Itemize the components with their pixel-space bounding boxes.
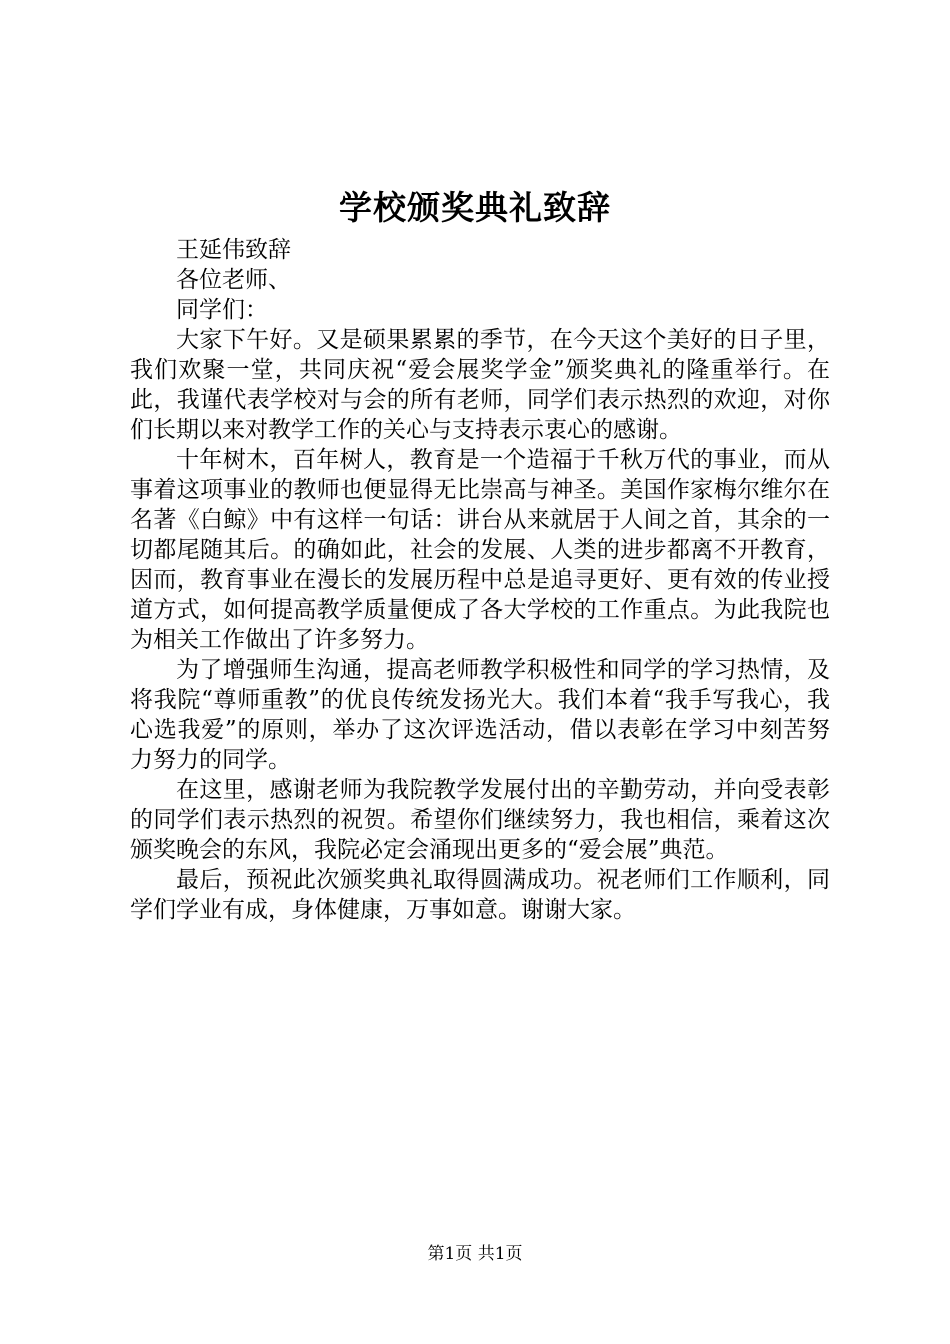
- paragraph: 在这里，感谢老师为我院教学发展付出的辛勤劳动，并向受表彰的同学们表示热烈的祝贺。希望你们继续努力，我也相信，乘着这次颁奖晚会的东风，我院必定会涌现出更多的“爱会展”典范。: [130, 777, 830, 863]
- page-number-footer: 第1页 共1页: [427, 1244, 523, 1264]
- document-body: [130, 235, 830, 925]
- paragraph: 大家下午好。又是硕果累累的季节，在今天这个美好的日子里，我们欢聚一堂，共同庆祝“爱会展奖学金”颁奖典礼的隆重举行。在此，我谨代表学校对与会的所有老师，同学们表示热烈的欢迎，对你们长期以来对教学工作的关心与支持表示衷心的感谢。: [130, 327, 830, 443]
- salutation-teachers: 各位老师、: [176, 267, 291, 293]
- salutation-students: 同学们：: [176, 297, 268, 323]
- author-line: 王延伟致辞: [176, 237, 291, 263]
- paragraph: 为了增强师生沟通，提高老师教学积极性和同学的学习热情，及将我院“尊师重教”的优良传统发扬光大。我们本着“我手写我心，我心选我爱”的原则，举办了这次评选活动，借以表彰在学习中刻苦努力努力的同学。: [130, 657, 830, 773]
- document-title: 学校颁奖典礼致辞: [339, 188, 611, 227]
- paragraph: 十年树木，百年树人，教育是一个造福于千秋万代的事业，而从事着这项事业的教师也便显得无比崇高与神圣。美国作家梅尔维尔在名著《白鲸》中有这样一句话：讲台从来就居于人间之首，其余的一切都尾随其后。的确如此，社会的发展、人类的进步都离不开教育，因而，教育事业在漫长的发展历程中总是追寻更好、更有效的传业授道方式，如何提高教学质量便成了各大学校的工作重点。为此我院也为相关工作做出了许多努力。: [130, 447, 830, 653]
- paragraph: 最后，预祝此次颁奖典礼取得圆满成功。祝老师们工作顺利，同学们学业有成，身体健康，万事如意。谢谢大家。: [130, 867, 830, 923]
